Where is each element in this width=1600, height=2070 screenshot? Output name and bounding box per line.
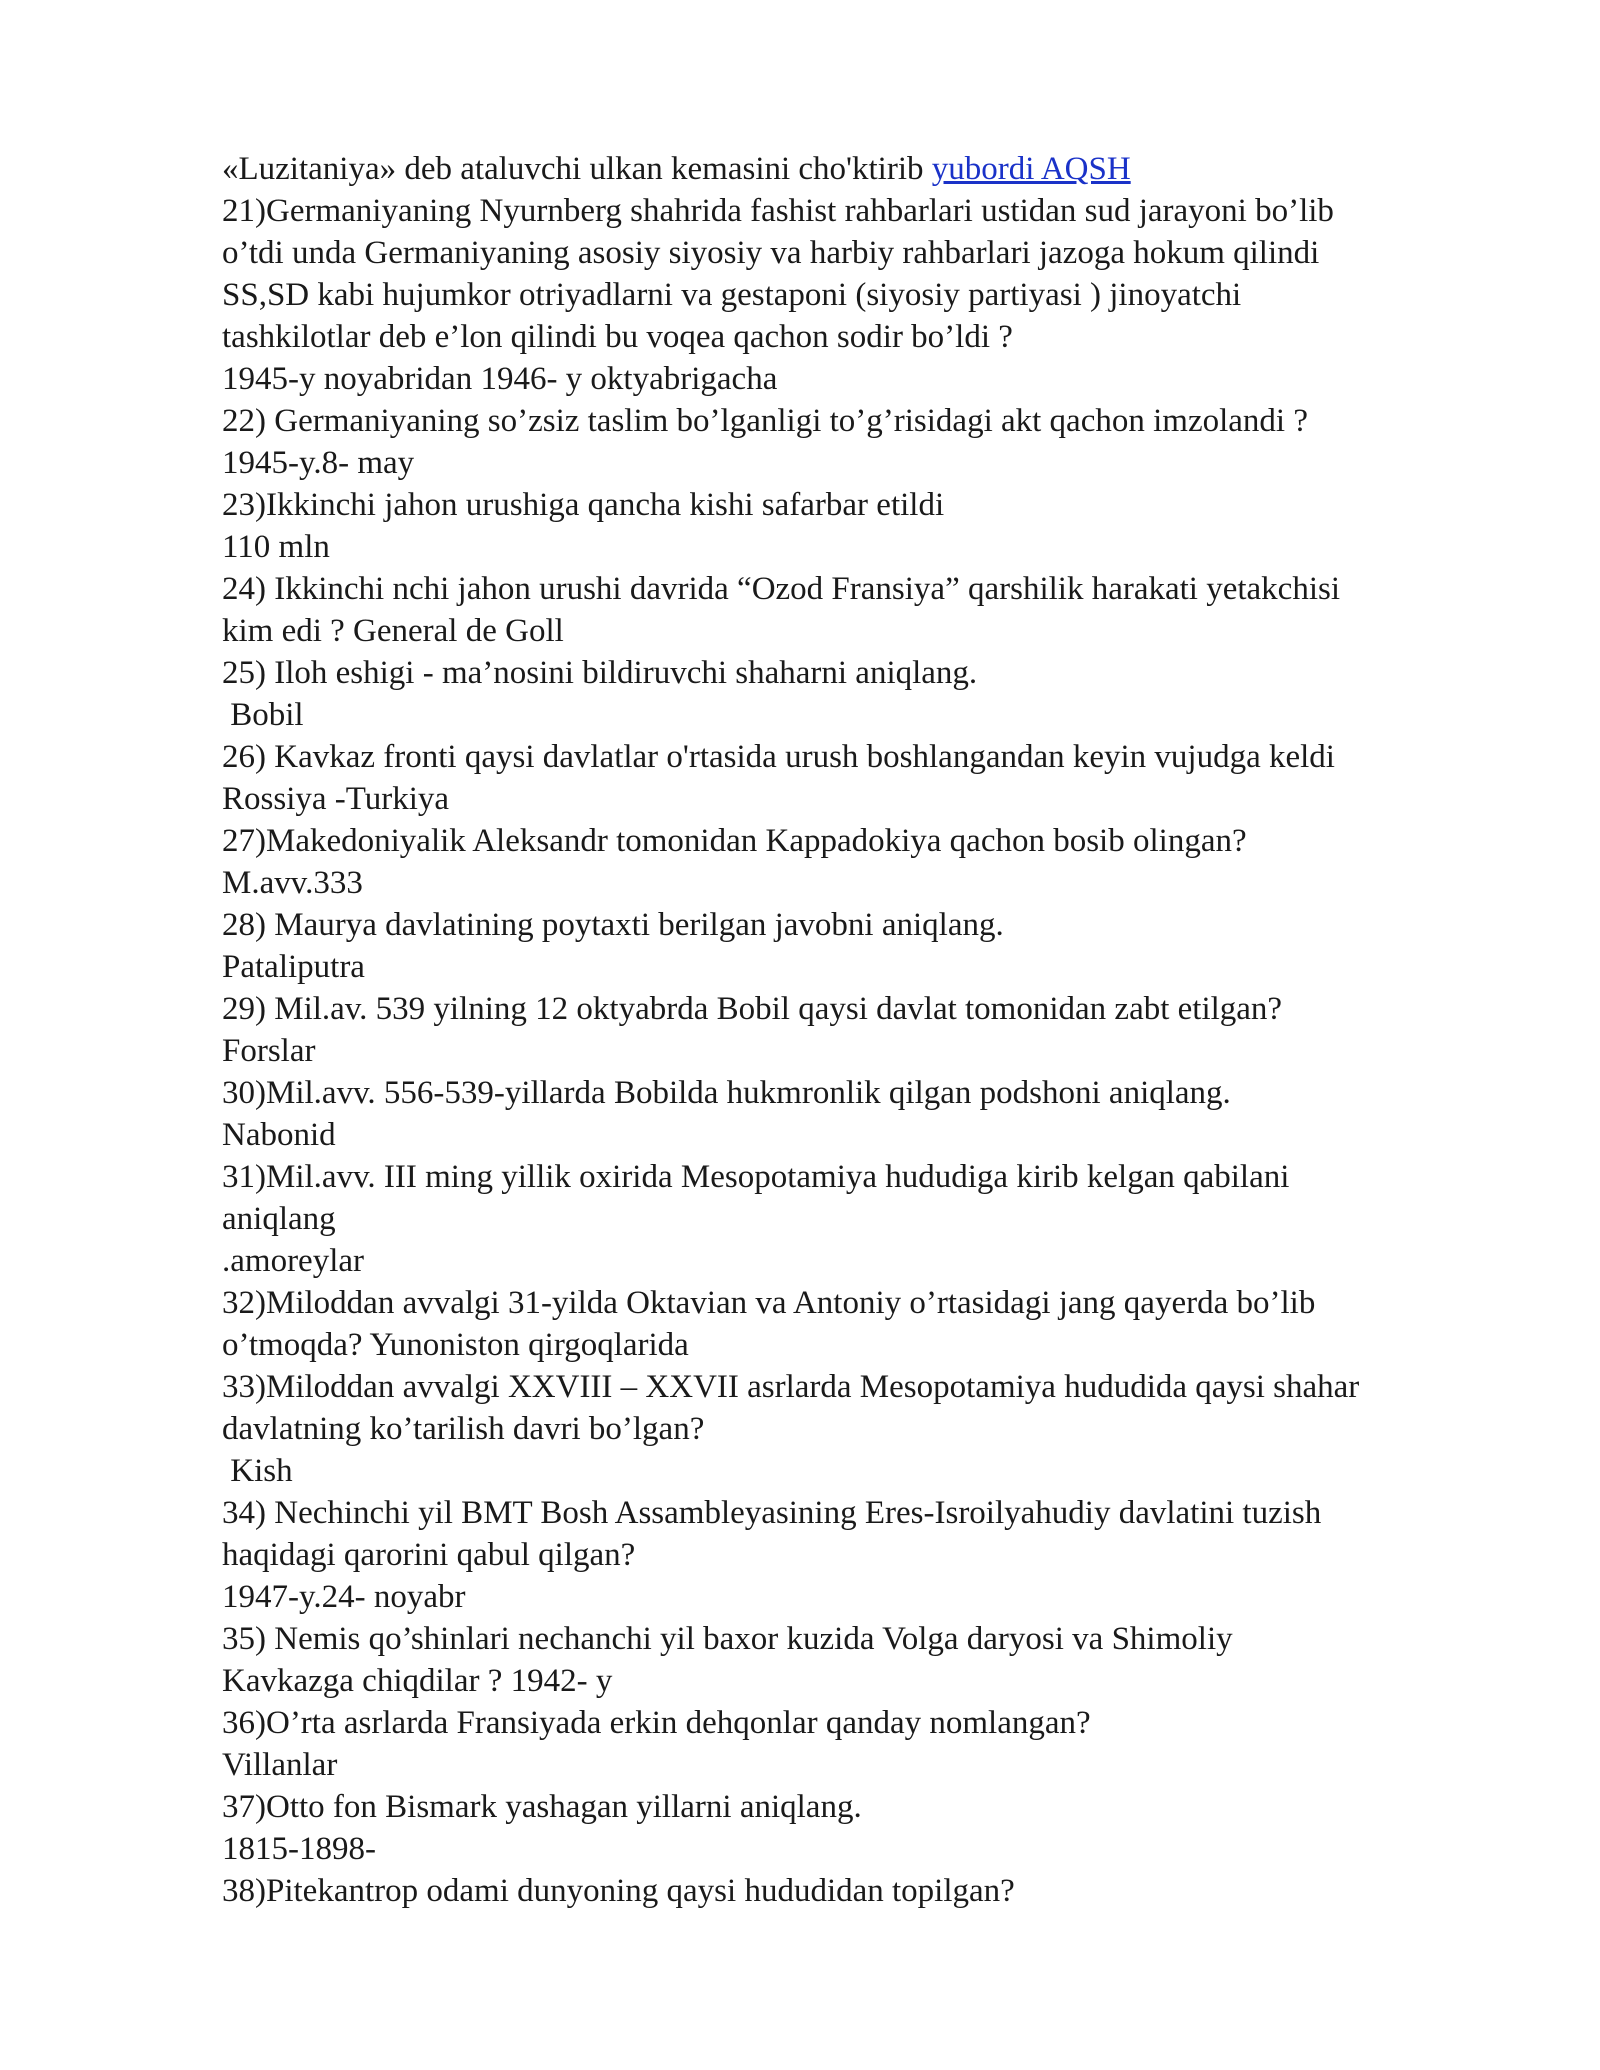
document-line: .amoreylar [222, 1243, 365, 1279]
document-line: aniqlang [222, 1201, 336, 1237]
document-line: M.avv.333 [222, 865, 363, 901]
document-line: 35) Nemis qo’shinlari nechanchi yil baxor kuzida Volga daryosi va Shimoliy [222, 1621, 1233, 1657]
document-line: 1947-y.24- noyabr [222, 1579, 466, 1615]
intro-text: «Luzitaniya» deb ataluvchi ulkan kemasini cho'ktirib [222, 151, 932, 187]
document-line: tashkilotlar deb e’lon qilindi bu voqea qachon sodir bo’ldi ? [222, 319, 1013, 355]
document-line: o’tmoqda? Yunoniston qirgoqlarida [222, 1327, 689, 1363]
document-line: 1815-1898- [222, 1831, 376, 1867]
document-line: 24) Ikkinchi nchi jahon urushi davrida “Ozod Fransiya” qarshilik harakati yetakchisi [222, 571, 1341, 607]
document-line-intro [222, 148, 1522, 190]
document-line: 38)Pitekantrop odami dunyoning qaysi hududidan topilgan? [222, 1873, 1015, 1909]
document-line: 22) Germaniyaning so’zsiz taslim bo’lganligi to’g’risidagi akt qachon imzolandi ? [222, 403, 1308, 439]
document-line: 29) Mil.av. 539 yilning 12 oktyabrda Bobil qaysi davlat tomonidan zabt etilgan? [222, 991, 1283, 1027]
document-line: haqidagi qarorini qabul qilgan? [222, 1537, 636, 1573]
document-page [222, 148, 1522, 1912]
document-line: Kavkazga chiqdilar ? 1942- y [222, 1663, 613, 1699]
document-line: o’tdi unda Germaniyaning asosiy siyosiy va harbiy rahbarlari jazoga hokum qilindi [222, 235, 1320, 271]
document-line: 33)Miloddan avvalgi XXVIII – XXVII asrlarda Mesopotamiya hududida qaysi shahar [222, 1369, 1360, 1405]
document-line: Bobil [222, 697, 304, 733]
document-line: Villanlar [222, 1747, 338, 1783]
document-line: Kish [222, 1453, 293, 1489]
document-line: 31)Mil.avv. III ming yillik oxirida Mesopotamiya hududiga kirib kelgan qabilani [222, 1159, 1290, 1195]
document-line: 23)Ikkinchi jahon urushiga qancha kishi safarbar etildi [222, 487, 945, 523]
document-line: 1945-y.8- may [222, 445, 415, 481]
document-line: 25) Iloh eshigi - ma’nosini bildiruvchi shaharni aniqlang. [222, 655, 978, 691]
document-line: 21)Germaniyaning Nyurnberg shahrida fashist rahbarlari ustidan sud jarayoni bo’lib [222, 193, 1334, 229]
document-body [222, 190, 1522, 1912]
document-line: Forslar [222, 1033, 316, 1069]
document-line: davlatning ko’tarilish davri bo’lgan? [222, 1411, 705, 1447]
document-line: SS,SD kabi hujumkor otriyadlarni va gestaponi (siyosiy partiyasi ) jinoyatchi [222, 277, 1242, 313]
document-line: 27)Makedoniyalik Aleksandr tomonidan Kappadokiya qachon bosib olingan? [222, 823, 1247, 859]
document-line: 37)Otto fon Bismark yashagan yillarni aniqlang. [222, 1789, 862, 1825]
document-line: Nabonid [222, 1117, 336, 1153]
document-line: 1945-y noyabridan 1946- y oktyabrigacha [222, 361, 778, 397]
document-line: 26) Kavkaz fronti qaysi davlatlar o'rtasida urush boshlangandan keyin vujudga keldi [222, 739, 1335, 775]
document-line: Rossiya -Turkiya [222, 781, 450, 817]
document-line: 34) Nechinchi yil BMT Bosh Assambleyasining Eres-Isroilyahudiy davlatini tuzish [222, 1495, 1322, 1531]
document-line: kim edi ? General de Goll [222, 613, 564, 649]
document-line: 30)Mil.avv. 556-539-yillarda Bobilda hukmronlik qilgan podshoni aniqlang. [222, 1075, 1231, 1111]
document-line: 32)Miloddan avvalgi 31-yilda Oktavian va Antoniy o’rtasidagi jang qayerda bo’lib [222, 1285, 1316, 1321]
document-line: 110 mln [222, 529, 330, 565]
document-line: 28) Maurya davlatining poytaxti berilgan javobni aniqlang. [222, 907, 1004, 943]
document-line: Pataliputra [222, 949, 365, 985]
document-line: 36)O’rta asrlarda Fransiyada erkin dehqonlar qanday nomlangan? [222, 1705, 1091, 1741]
yubordi-aqsh-link[interactable]: yubordi AQSH [931, 151, 1131, 187]
